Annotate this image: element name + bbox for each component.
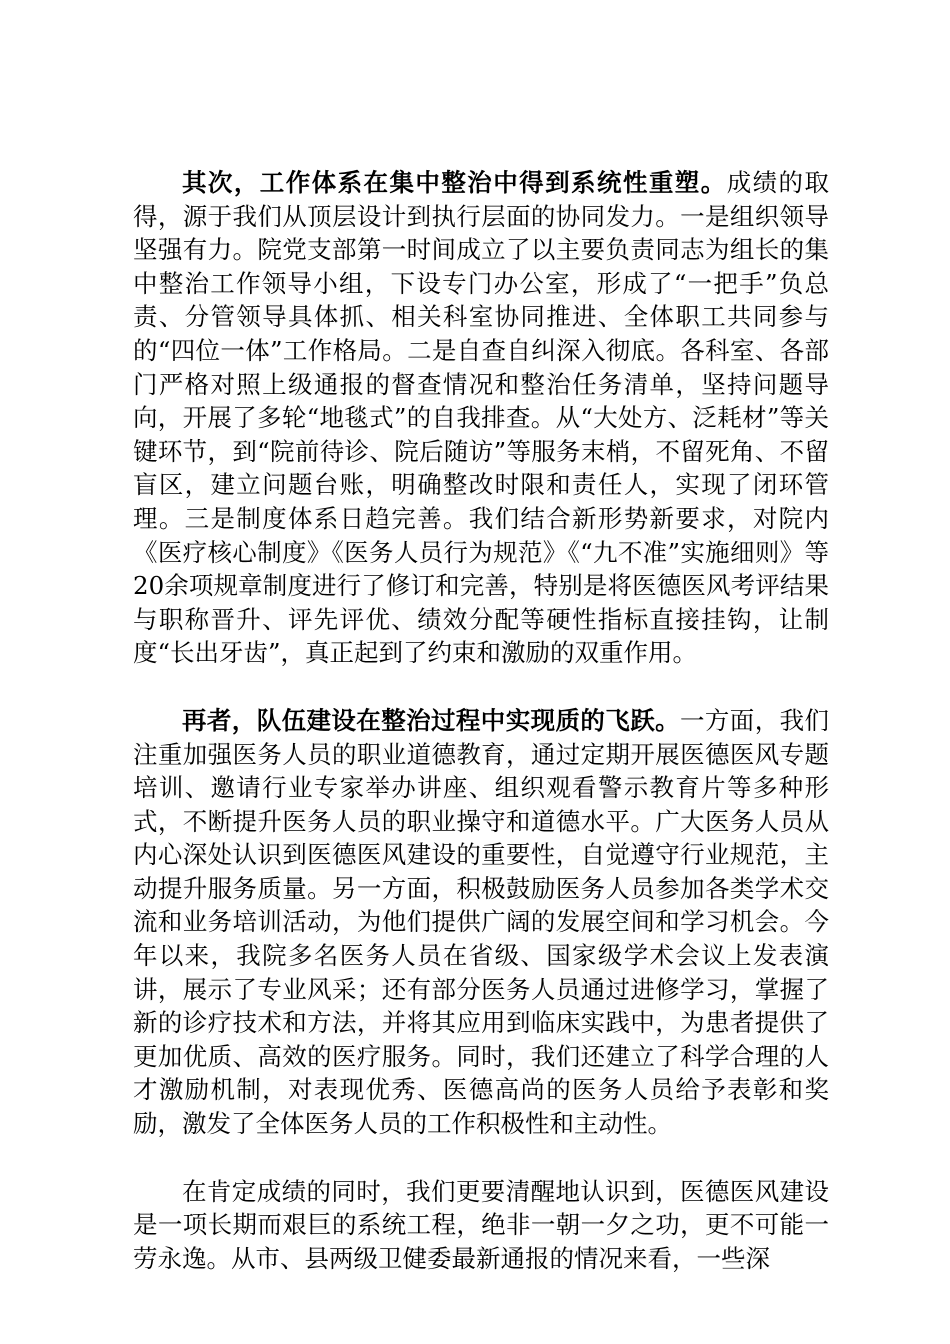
paragraph-body-text: 在肯定成绩的同时，我们更要清醒地认识到，医德医风建设是一项长期而艰巨的系统工程，绝非一朝一夕之功，更不可能一劳永逸。从市、县两级卫健委最新通报的情况来看，一些深 (133, 1176, 829, 1273)
paragraph-work-system (133, 166, 829, 670)
paragraph-team-building (133, 704, 829, 1141)
paragraph-body-text: 一方面，我们注重加强医务人员的职业道德教育，通过定期开展医德医风专题培训、邀请行业专家举办讲座、组织观看警示教育片等多种形式，不断提升医务人员的职业操守和道德水平。广大医务人员从内心深处认识到医德医风建设的重要性，自觉遵守行业规范，主动提升服务质量。另一方面，积极鼓励医务人员参加各类学术交流和业务培训活动，为他们提供广阔的发展空间和学习机会。今年以来，我院多名医务人员在省级、国家级学术会议上发表演讲，展示了专业风采；还有部分医务人员通过进修学习，掌握了新的诊疗技术和方法，并将其应用到临床实践中，为患者提供了更加优质、高效的医疗服务。同时，我们还建立了科学合理的人才激励机制，对表现优秀、医德高尚的医务人员给予表彰和奖励，激发了全体医务人员的工作积极性和主动性。 (133, 705, 829, 1139)
paragraph-lead-heading: 再者，队伍建设在整治过程中实现质的飞跃。 (182, 705, 680, 735)
paragraph-awareness (133, 1175, 829, 1276)
paragraph-lead-heading: 其次，工作体系在集中整治中得到系统性重塑。 (182, 168, 727, 197)
document-page (133, 166, 829, 1309)
paragraph-body-text: 成绩的取得，源于我们从顶层设计到执行层面的协同发力。一是组织领导坚强有力。院党支部第一时间成立了以主要负责同志为组长的集中整治工作领导小组，下设专门办公室，形成了“一把手”负总责、分管领导具体抓、相关科室协同推进、全体职工共同参与的“四位一体”工作格局。二是自查自纠深入彻底。各科室、各部门严格对照上级通报的督查情况和整治任务清单，坚持问题导向，开展了多轮“地毯式”的自我排查。从“大处方、泛耗材”等关键环节，到“院前待诊、院后随访”等服务末梢，不留死角、不留盲区，建立问题台账，明确整改时限和责任人，实现了闭环管理。三是制度体系日趋完善。我们结合新形势新要求，对院内《医疗核心制度》《医务人员行为规范》《“九不准”实施细则》等20余项规章制度进行了修订和完善，特别是将医德医风考评结果与职称晋升、评先评优、绩效分配等硬性指标直接挂钩，让制度“长出牙齿”，真正起到了约束和激励的双重作用。 (133, 168, 829, 668)
